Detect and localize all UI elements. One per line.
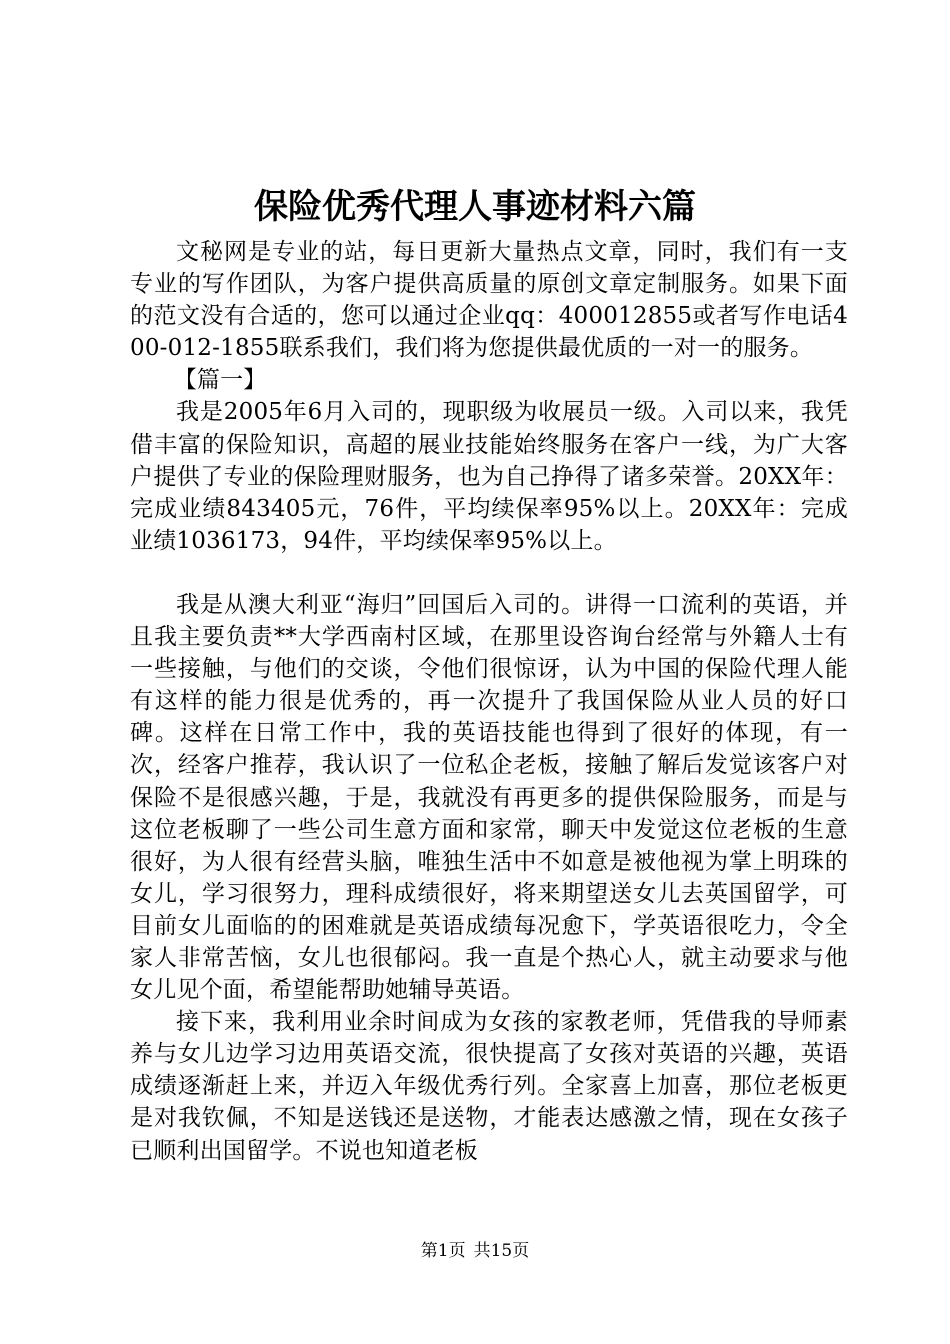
page-total: 共15页 [473, 1241, 530, 1261]
section-heading: 【篇一】 [173, 367, 267, 394]
page-number: 第1页 [420, 1241, 466, 1261]
body-paragraph: 接下来，我利用业余时间成为女孩的家教老师，凭借我的导师素养与女儿边学习边用英语交流，很快提高了女孩对英语的兴趣，英语成绩逐渐赶上来，并迈入年级优秀行列。全家喜上加喜，那位老板更是对我钦佩，不知是送钱还是送物，才能表达感激之情，现在女孩子已顺利出国留学。不说也知道老板 [130, 1009, 848, 1164]
page-footer [0, 1239, 950, 1263]
document-body [130, 236, 848, 1167]
body-paragraph: 我是2005年6月入司的，现职级为收展员一级。入司以来，我凭借丰富的保险知识，高超的展业技能始终服务在客户一线，为广大客户提供了专业的保险理财服务，也为自己挣得了诸多荣誉。20XX年：完成业绩843405元，76件，平均续保率95%以上。20XX年：完成业绩1036173，94件，平均续保率95%以上。 [130, 399, 848, 554]
intro-paragraph: 文秘网是专业的站，每日更新大量热点文章，同时，我们有一支专业的写作团队，为客户提供高质量的原创文章定制服务。如果下面的范文没有合适的，您可以通过企业qq：400012855或者写作电话400-012-1855联系我们，我们将为您提供最优质的一对一的服务。 [130, 239, 848, 362]
document-title: 保险优秀代理人事迹材料六篇 [254, 187, 696, 227]
body-paragraph: 我是从澳大利亚“海归”回国后入司的。讲得一口流利的英语，并且我主要负责**大学西南村区域，在那里设咨询台经常与外籍人士有一些接触，与他们的交谈，令他们很惊讶，认为中国的保险代理人能有这样的能力很是优秀的，再一次提升了我国保险从业人员的好口碑。这样在日常工作中，我的英语技能也得到了很好的体现，有一次，经客户推荐，我认识了一位私企老板，接触了解后发觉该客户对保险不是很感兴趣，于是，我就没有再更多的提供保险服务，而是与这位老板聊了一些公司生意方面和家常，聊天中发觉这位老板的生意很好，为人很有经营头脑，唯独生活中不如意是被他视为掌上明珠的女儿，学习很努力，理科成绩很好，将来期望送女儿去英国留学，可目前女儿面临的的困难就是英语成绩每况愈下，学英语很吃力，令全家人非常苦恼，女儿也很郁闷。我一直是个热心人，就主动要求与他女儿见个面，希望能帮助她辅导英语。 [130, 591, 848, 1004]
